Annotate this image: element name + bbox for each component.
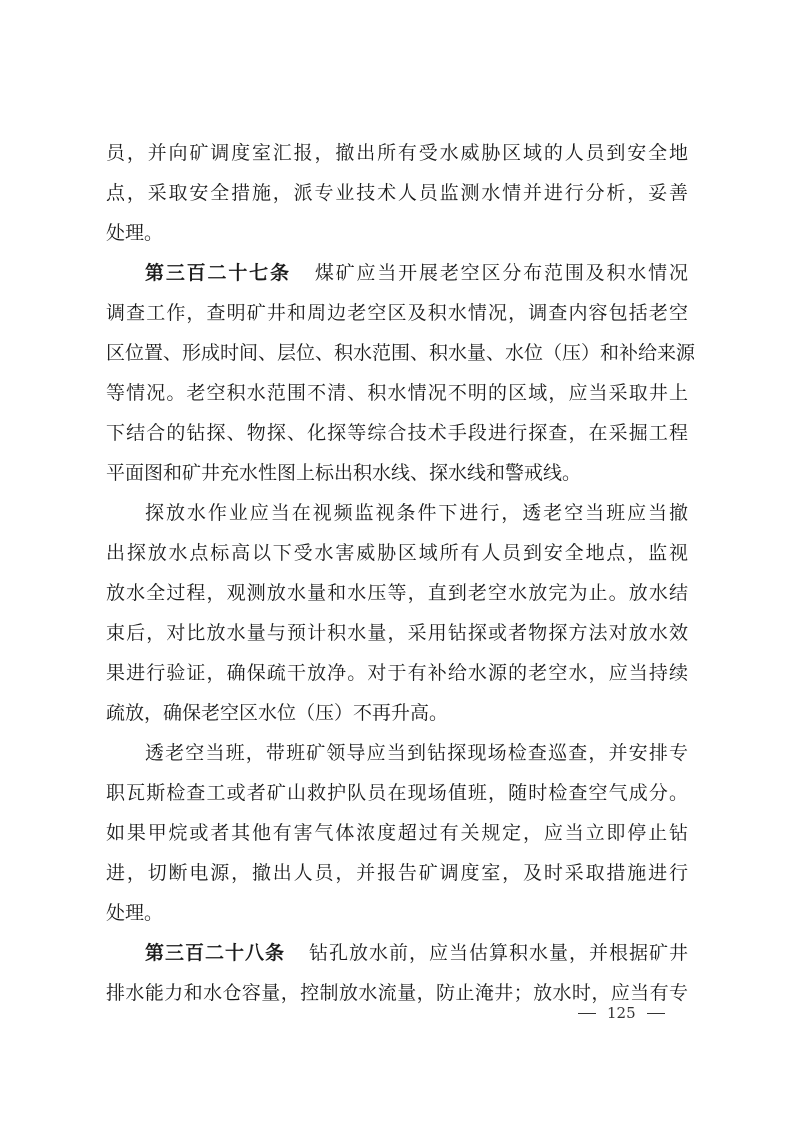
article-328-first-line <box>145 933 688 973</box>
text-line: 点，采取安全措施，派专业技术人员监测水情并进行分析，妥善 <box>106 182 688 204</box>
footer-dash-right <box>647 1013 665 1014</box>
text-line: 处理。 <box>106 222 164 244</box>
article-heading-328: 第三百二十八条 <box>145 942 285 964</box>
text-line: 区位置、形成时间、层位、积水范围、积水量、水位（压）和补给来源 <box>106 342 696 364</box>
text-line: 下结合的钻探、物探、化探等综合技术手段进行探查，在采掘工程 <box>106 422 688 444</box>
page-number: 125 <box>607 1004 636 1022</box>
article-327-first-line <box>145 253 688 293</box>
text-line: 进，切断电源，撤出人员，并报告矿调度室，及时采取措施进行 <box>106 862 688 884</box>
text-line: 排水能力和水仓容量，控制放水流量，防止淹井；放水时，应当有专 <box>106 982 688 1004</box>
article-heading-327: 第三百二十七条 <box>145 262 291 284</box>
text-line: 等情况。老空积水范围不清、积水情况不明的区域，应当采取井上 <box>106 382 688 404</box>
text-line: 透老空当班，带班矿领导应当到钻探现场检查巡查，并安排专 <box>145 742 688 764</box>
text-line: 钻孔放水前，应当估算积水量，并根据矿井 <box>309 942 688 964</box>
page-footer <box>578 1002 678 1022</box>
text-line: 如果甲烷或者其他有害气体浓度超过有关规定，应当立即停止钻 <box>106 822 688 844</box>
text-line: 员，并向矿调度室汇报，撤出所有受水威胁区域的人员到安全地 <box>106 142 688 164</box>
text-line: 探放水作业应当在视频监视条件下进行，透老空当班应当撤 <box>145 502 688 524</box>
text-line: 放水全过程，观测放水量和水压等，直到老空水放完为止。放水结 <box>106 582 688 604</box>
text-line: 煤矿应当开展老空区分布范围及积水情况 <box>314 262 688 284</box>
text-line: 职瓦斯检查工或者矿山救护队员在现场值班，随时检查空气成分。 <box>106 782 688 804</box>
text-line: 疏放，确保老空区水位（压）不再升高。 <box>106 702 449 724</box>
text-line: 果进行验证，确保疏干放净。对于有补给水源的老空水，应当持续 <box>106 662 688 684</box>
text-line: 调查工作，查明矿井和周边老空区及积水情况，调查内容包括老空 <box>106 302 688 324</box>
text-line: 束后，对比放水量与预计积水量，采用钻探或者物探方法对放水效 <box>106 622 688 644</box>
footer-dash-left <box>578 1013 596 1014</box>
text-line: 平面图和矿井充水性图上标出积水线、探水线和警戒线。 <box>106 462 582 484</box>
text-line: 出探放水点标高以下受水害威胁区域所有人员到安全地点，监视 <box>106 542 688 564</box>
text-line: 处理。 <box>106 902 164 924</box>
